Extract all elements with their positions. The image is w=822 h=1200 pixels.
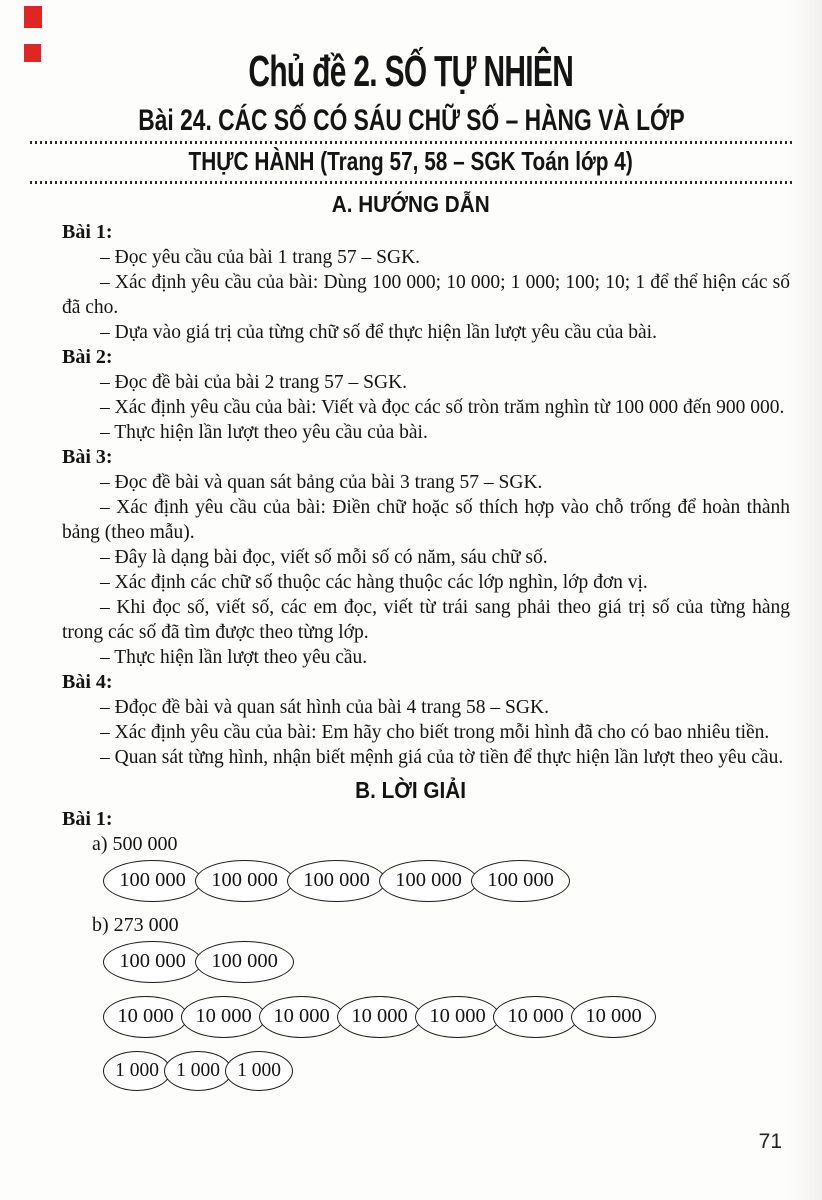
- number-chip-row-100000: [103, 860, 790, 902]
- number-chip: 1 000: [164, 1051, 232, 1091]
- practice-subtitle: THỰC HÀNH (Trang 57, 58 – SGK Toán lớp 4): [188, 146, 634, 176]
- dotted-divider: [30, 181, 792, 184]
- guide-item: – Xác định yêu cầu của bài: Viết và đọc các số tròn trăm nghìn từ 100 000 đến 900 000.: [100, 397, 785, 419]
- guide-item: – Đọc đề bài của bài 2 trang 57 – SGK.: [100, 372, 408, 394]
- number-chip: 100 000: [195, 941, 294, 983]
- guide-item: – Đọc đề bài và quan sát bảng của bài 3 trang 57 – SGK.: [100, 472, 543, 494]
- number-chip-row-10000: [103, 996, 790, 1038]
- number-chip: 10 000: [415, 996, 500, 1038]
- number-chip: 10 000: [337, 996, 422, 1038]
- topic-title: Chủ đề 2. SỐ TỰ NHIÊN: [248, 47, 574, 96]
- page-header: [0, 0, 822, 217]
- solution-part-label-a: a) 500 000: [92, 832, 178, 855]
- number-chip: 1 000: [225, 1051, 293, 1091]
- guide-item: – Xác định yêu cầu của bài: Dùng 100 000; 10 000; 1 000; 100; 10; 1 để thể hiện các số đã cho.: [62, 272, 790, 319]
- red-scan-mark-icon: [24, 44, 41, 62]
- number-chip: 100 000: [195, 860, 294, 902]
- guide-item: – Đđọc đề bài và quan sát hình của bài 4 trang 58 – SGK.: [100, 697, 549, 719]
- solution-part-label-b: b) 273 000: [92, 913, 179, 936]
- guide-item: – Khi đọc số, viết số, các em đọc, viết từ trái sang phải theo giá trị số của từng hàng trong các số đã tìm được theo từng lớp.: [62, 597, 790, 644]
- number-chip-row-1000: [103, 1051, 790, 1091]
- guide-section: [0, 217, 822, 770]
- guide-item: – Đây là dạng bài đọc, viết số mỗi số có năm, sáu chữ số.: [100, 547, 548, 569]
- number-chip: 100 000: [103, 941, 202, 983]
- guide-item: – Xác định yêu cầu của bài: Điền chữ hoặc số thích hợp vào chỗ trống để hoàn thành bảng (theo mẫu).: [62, 497, 790, 544]
- page-number: 71: [758, 1130, 782, 1153]
- exercise-heading: Bài 3:: [62, 446, 113, 469]
- exercise-heading: Bài 4:: [62, 671, 113, 694]
- exercise-heading: Bài 2:: [62, 346, 113, 369]
- number-chip: 100 000: [379, 860, 478, 902]
- guide-item: – Đọc yêu cầu của bài 1 trang 57 – SGK.: [100, 247, 421, 269]
- number-chip: 10 000: [181, 996, 266, 1038]
- guide-item: – Xác định yêu cầu của bài: Em hãy cho biết trong mỗi hình đã cho có bao nhiêu tiền.: [100, 722, 770, 744]
- guide-item: – Xác định các chữ số thuộc các hàng thuộc các lớp nghìn, lớp đơn vị.: [100, 572, 648, 594]
- guide-item: – Thực hiện lần lượt theo yêu cầu.: [100, 647, 368, 669]
- solution-exercise-heading: Bài 1:: [62, 807, 113, 830]
- solution-section: [0, 807, 822, 1091]
- number-chip: 100 000: [103, 860, 202, 902]
- section-a-title: A. HƯỚNG DẪN: [332, 190, 490, 217]
- number-chip: 100 000: [471, 860, 570, 902]
- number-chip: 10 000: [103, 996, 188, 1038]
- guide-item: – Dựa vào giá trị của từng chữ số để thực hiện lần lượt yêu cầu của bài.: [100, 322, 657, 344]
- number-chip: 10 000: [571, 996, 656, 1038]
- exercise-heading: Bài 1:: [62, 221, 113, 244]
- guide-item: – Quan sát từng hình, nhận biết mệnh giá của tờ tiền để thực hiện lần lượt theo yêu cầu.: [100, 747, 784, 769]
- section-b-title: B. LỜI GIẢI: [355, 777, 467, 804]
- number-chip: 100 000: [287, 860, 386, 902]
- number-chip-row-100000: [103, 941, 790, 983]
- red-scan-mark-icon: [24, 6, 42, 28]
- number-chip: 10 000: [493, 996, 578, 1038]
- guide-item: – Thực hiện lần lượt theo yêu cầu của bài.: [100, 422, 428, 444]
- number-chip: 10 000: [259, 996, 344, 1038]
- lesson-title: Bài 24. CÁC SỐ CÓ SÁU CHỮ SỐ – HÀNG VÀ LỚP: [137, 104, 685, 137]
- dotted-divider: [30, 141, 792, 144]
- number-chip: 1 000: [103, 1051, 171, 1091]
